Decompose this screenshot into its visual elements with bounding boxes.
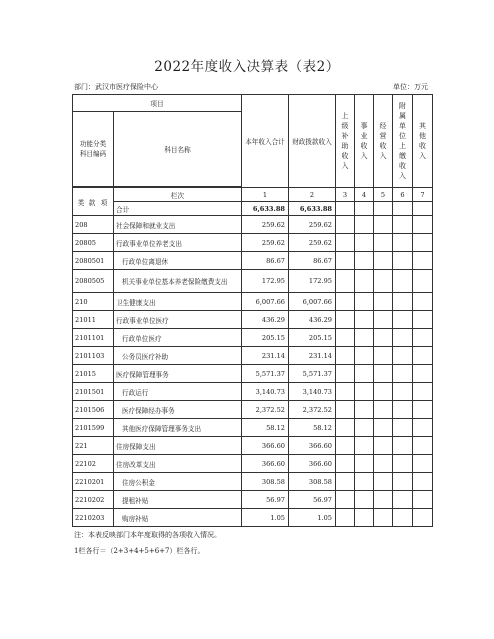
col-num-7: 7 [413,188,433,202]
table-row [73,491,433,509]
table-row [73,365,433,383]
empty-cell [374,491,393,509]
row-name: 购房补贴 [114,509,242,527]
row-name: 其他医疗保障管理事务支出 [114,419,242,437]
empty-cell [374,293,393,311]
empty-cell [393,473,413,491]
row-total: 5,571.37 [242,365,289,383]
row-name: 住房公积金 [114,473,242,491]
col-num-6: 6 [393,188,413,202]
row-name: 行政单位医疗 [114,329,242,347]
row-code: 21015 [73,365,114,383]
table-row [73,311,433,329]
empty-cell [355,252,374,270]
row-total: 6,007.66 [242,293,289,311]
empty-cell [336,419,355,437]
row-fiscal: 231.14 [289,347,336,365]
row-fiscal: 366.60 [289,437,336,455]
row-code: 210 [73,293,114,311]
empty-cell [336,455,355,473]
empty-cell [413,365,433,383]
row-total: 58.12 [242,419,289,437]
row-code: 2101101 [73,329,114,347]
empty-cell [413,252,433,270]
empty-cell [413,216,433,234]
empty-cell [393,419,413,437]
row-name: 机关事业单位基本养老保险缴费支出 [114,270,242,293]
empty-cell [336,401,355,419]
empty-cell [393,437,413,455]
row-code: 2210201 [73,473,114,491]
empty-cell [413,347,433,365]
empty-cell [393,365,413,383]
row-total: 172.95 [242,270,289,293]
table-row [73,252,433,270]
row-code: 20805 [73,234,114,252]
table-row [73,419,433,437]
empty-cell [336,216,355,234]
empty-cell [413,293,433,311]
row-name: 社会保障和就业支出 [114,216,242,234]
table-row [73,401,433,419]
empty-cell [336,473,355,491]
table-row [73,509,433,527]
empty-cell [336,383,355,401]
row-total: 366.60 [242,455,289,473]
page-title: 2022年度收入决算表（表2） [154,59,340,75]
empty-cell [393,401,413,419]
empty-cell [374,234,393,252]
row-code: 2080505 [73,270,114,293]
col-num-5: 5 [374,188,393,202]
row-fiscal: 436.29 [289,311,336,329]
row-total: 259.62 [242,216,289,234]
empty-cell [355,365,374,383]
empty-cell [413,401,433,419]
empty-cell [374,455,393,473]
empty-cell [413,419,433,437]
empty-cell [413,383,433,401]
empty-cell [355,419,374,437]
empty-cell [336,270,355,293]
empty-cell [355,234,374,252]
table-row [73,455,433,473]
empty-cell [393,509,413,527]
row-total: 308.58 [242,473,289,491]
col-num-2: 2 [289,188,336,202]
row-name: 住房保障支出 [114,437,242,455]
empty-cell [336,509,355,527]
empty-cell [393,455,413,473]
total-col2: 6,633.88 [289,202,336,216]
empty-cell [393,234,413,252]
empty-cell [393,383,413,401]
income-table [72,94,433,527]
row-name: 行政单位离退休 [114,252,242,270]
row-name: 住房改革支出 [114,455,242,473]
empty-cell [374,509,393,527]
classification-header: 类 款 项 [73,188,114,216]
table-row [73,383,433,401]
row-name: 医疗保障管理事务 [114,365,242,383]
row-fiscal: 2,372.52 [289,401,336,419]
row-total: 86.67 [242,252,289,270]
table-row [73,347,433,365]
empty-cell [413,437,433,455]
empty-cell [355,311,374,329]
department-label: 部门：武汉市医疗保险中心 [74,83,158,91]
unit-label: 单位：万元 [393,83,428,91]
row-fiscal: 6,007.66 [289,293,336,311]
empty-cell [355,473,374,491]
empty-cell [336,311,355,329]
row-name: 公务员医疗补助 [114,347,242,365]
empty-cell [374,252,393,270]
empty-cell [374,311,393,329]
project-header: 项目 [73,95,242,112]
row-code: 2210203 [73,509,114,527]
col3-header: 上级补助收入 [336,95,355,188]
empty-cell [374,437,393,455]
empty-cell [374,347,393,365]
empty-cell [355,491,374,509]
empty-cell [374,270,393,293]
empty-cell [374,401,393,419]
col-num-3: 3 [336,188,355,202]
row-fiscal: 5,571.37 [289,365,336,383]
func-code-header: 功能分类科目编码 [73,112,114,187]
empty-cell [393,252,413,270]
empty-cell [336,491,355,509]
table-row [73,437,433,455]
empty-cell [355,383,374,401]
empty-cell [374,419,393,437]
empty-cell [355,270,374,293]
empty-cell [393,329,413,347]
row-total: 3,140.73 [242,383,289,401]
empty-cell [355,347,374,365]
table-row [73,293,433,311]
empty-cell [374,383,393,401]
table-row [73,216,433,234]
row-fiscal: 86.67 [289,252,336,270]
row-name: 卫生健康支出 [114,293,242,311]
col1-header: 本年收入合计 [242,95,289,188]
table-row [73,329,433,347]
empty-cell [336,293,355,311]
empty-cell [355,455,374,473]
empty-cell [336,365,355,383]
row-name: 提租补贴 [114,491,242,509]
row-code: 2101103 [73,347,114,365]
empty-cell [413,455,433,473]
empty-cell [355,293,374,311]
empty-cell [413,491,433,509]
empty-cell [355,329,374,347]
table-row [73,473,433,491]
note-1: 注：本表反映部门本年度取得的各项收入情况。 [74,531,221,539]
table-row [73,270,433,293]
row-total: 231.14 [242,347,289,365]
row-fiscal: 58.12 [289,419,336,437]
empty-cell [336,347,355,365]
empty-cell [355,509,374,527]
empty-cell [336,252,355,270]
row-total: 366.60 [242,437,289,455]
empty-cell [355,216,374,234]
row-code: 2080501 [73,252,114,270]
row-total: 2,372.52 [242,401,289,419]
empty-cell [355,437,374,455]
row-fiscal: 1.05 [289,509,336,527]
empty-cell [393,293,413,311]
row-total: 436.29 [242,311,289,329]
empty-cell [355,401,374,419]
note-2: 1栏各行＝（2+3+4+5+6+7）栏各行。 [74,547,205,555]
row-code: 22102 [73,455,114,473]
empty-cell [413,509,433,527]
subject-name-header: 科目名称 [114,112,242,187]
col2-header: 财政拨款收入 [289,95,336,188]
row-code: 2101599 [73,419,114,437]
empty-cell [374,365,393,383]
empty-cell [374,473,393,491]
row-code: 2101501 [73,383,114,401]
row-fiscal: 259.62 [289,216,336,234]
row-fiscal: 259.62 [289,234,336,252]
row-code: 2101506 [73,401,114,419]
row-total: 259.62 [242,234,289,252]
empty-cell [374,216,393,234]
col6-header: 附属单位上缴收入 [393,95,413,188]
empty-cell [413,270,433,293]
row-name: 医疗保障经办事务 [114,401,242,419]
total-col1: 6,633.88 [242,202,289,216]
row-fiscal: 366.60 [289,455,336,473]
row-code: 208 [73,216,114,234]
col5-header: 经营收入 [374,95,393,188]
empty-cell [413,473,433,491]
col7-header: 其他收入 [413,95,433,188]
empty-cell [393,216,413,234]
empty-cell [374,329,393,347]
row-name: 行政运行 [114,383,242,401]
row-fiscal: 56.97 [289,491,336,509]
row-total: 1.05 [242,509,289,527]
empty-cell [393,491,413,509]
row-total: 205.15 [242,329,289,347]
lanci-label: 栏次 [114,188,242,202]
empty-cell [393,347,413,365]
row-fiscal: 172.95 [289,270,336,293]
empty-cell [393,311,413,329]
table-row [73,234,433,252]
row-code: 21011 [73,311,114,329]
empty-cell [336,437,355,455]
empty-cell [413,329,433,347]
col-num-4: 4 [355,188,374,202]
empty-cell [393,270,413,293]
empty-cell [336,329,355,347]
empty-cell [336,234,355,252]
empty-cell [413,311,433,329]
row-code: 2210202 [73,491,114,509]
row-code: 221 [73,437,114,455]
row-fiscal: 3,140.73 [289,383,336,401]
row-fiscal: 308.58 [289,473,336,491]
row-total: 56.97 [242,491,289,509]
row-name: 行政事业单位养老支出 [114,234,242,252]
row-name: 行政事业单位医疗 [114,311,242,329]
total-label: 合计 [114,202,242,216]
row-fiscal: 205.15 [289,329,336,347]
col4-header: 事业收入 [355,95,374,188]
col-num-1: 1 [242,188,289,202]
empty-cell [413,234,433,252]
